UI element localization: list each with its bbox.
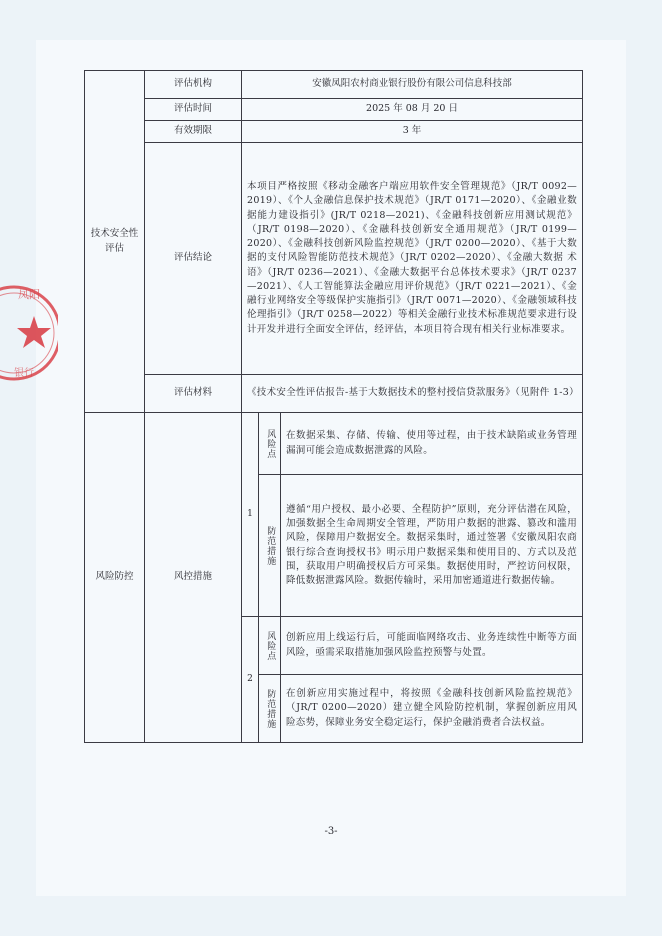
red-seal-stamp [0, 268, 58, 398]
item-2-point-label: 风险点 [265, 630, 276, 661]
value-org: 安徽凤阳农村商业银行股份有限公司信息科技部 [242, 71, 583, 99]
item-2-measure-label-cell [259, 675, 281, 743]
svg-text:银行: 银行 [14, 368, 34, 379]
label-risk-measures: 风控措施 [145, 413, 242, 743]
item-1-number: 1 [242, 413, 259, 617]
value-time: 2025 年 08 月 20 日 [242, 99, 583, 121]
item-1-point-text: 在数据采集、存储、传输、使用等过程，由于技术缺陷或业务管理漏洞可能会造成数据泄露的风险。 [281, 413, 583, 475]
value-validity: 3 年 [242, 121, 583, 143]
item-1-point-label: 风险点 [265, 428, 276, 459]
section-risk-control: 风险防控 [85, 413, 145, 743]
item-1-measure-label-cell [259, 475, 281, 617]
item-1-measure-text: 遵循“用户授权、最小必要、全程防护”原则，充分评估潜在风险，加强数据全生命周期安全管理，严防用户数据的泄露、篡改和滥用风险，保障用户数据安全。数据采集时，通过签署《安徽凤阳农商银行综合查询授权书》明示用户数据采集和使用目的、方式以及范围，获取用户明确授权后方可采集。数据使用时，严控访问权限，降低数据泄露风险。数据传输时，采用加密通道进行数据传输。 [281, 475, 583, 617]
item-2-point-text: 创新应用上线运行后，可能面临网络攻击、业务连续性中断等方面风险，亟需采取措施加强风险监控预警与处置。 [281, 617, 583, 675]
label-time: 评估时间 [145, 99, 242, 121]
item-1-point-label-cell [259, 413, 281, 475]
page-number: -3- [324, 826, 338, 837]
item-2-measure-text: 在创新应用实施过程中，将按照《金融科技创新风险监控规范》（JR/T 0200—2020）建立健全风险防控机制，掌握创新应用风险态势，保障业务安全稳定运行，保护金融消费者合法权益。 [281, 675, 583, 743]
label-material: 评估材料 [145, 375, 242, 413]
item-2-point-label-cell [259, 617, 281, 675]
label-org: 评估机构 [145, 71, 242, 99]
value-material: 《技术安全性评估报告-基于大数据技术的整村授信贷款服务》（见附件 1-3） [242, 375, 583, 413]
item-1-measure-label: 防范措施 [265, 525, 276, 566]
svg-text:凤阳: 凤阳 [18, 288, 40, 301]
item-2-number: 2 [242, 617, 259, 743]
evaluation-table [84, 70, 583, 743]
label-conclusion: 评估结论 [145, 143, 242, 375]
section-tech-security: 技术安全性评估 [85, 71, 145, 413]
label-validity: 有效期限 [145, 121, 242, 143]
item-2-measure-label: 防范措施 [265, 688, 276, 729]
value-conclusion: 本项目严格按照《移动金融客户端应用软件安全管理规范》（JR/T 0092—2019）、《个人金融信息保护技术规范》（JR/T 0171—2020）、《金融业数据能力建设指引》(JR/T 0218—2021)、《金融科技创新应用测试规范》（JR/T 0198—2020）、《金融科技创新安全通用规范》（JR/T 0199—2020）、《金融科技创新风险监控规范》（JR/T 0200—2020）、《基于大数据的支付风险智能防范技术规范》（JR/T 0202—2020）、《金融大数据 术语》（JR/T 0236—2021）、《金融大数据平台总体技术要求》（JR/T 0237—2021）、《人工智能算法金融应用评价规范》（JR/T 0221—2021）、《金融行业网络安全等级保护实施指引》（JR/T 0071—2020）、《金融领域科技伦理指引》（JR/T 0258—2022）等相关金融行业技术标准规范要求进行设计开发并进行全面安全评估，经评估，本项目符合现有相关行业标准要求。 [242, 143, 583, 375]
